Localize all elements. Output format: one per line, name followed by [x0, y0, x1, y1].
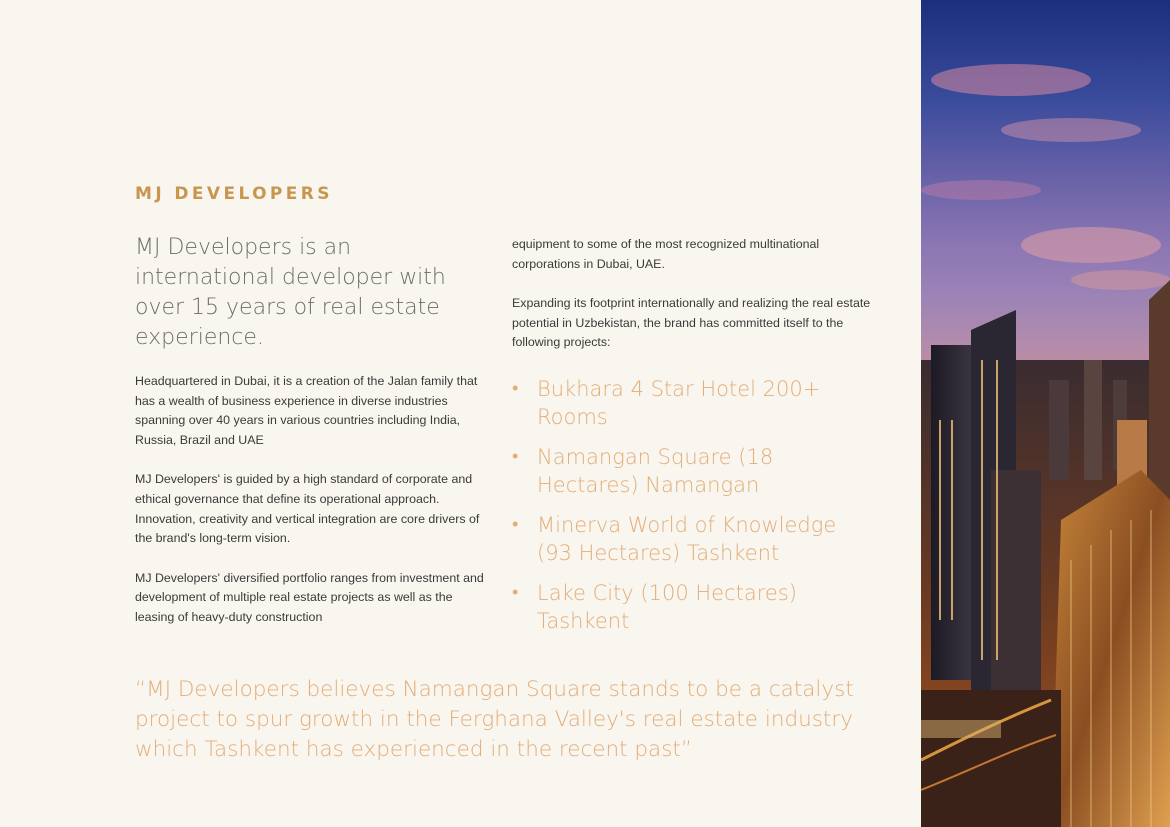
city-skyline-photo: [921, 0, 1170, 827]
list-item: [512, 375, 872, 431]
body-paragraph-leasing: equipment to some of the most recognized multinational corporations in Dubai, UAE.: [512, 237, 820, 271]
project-label: Lake City (100 Hectares) Tashkent: [537, 580, 797, 633]
body-paragraph-portfolio: MJ Developers' diversified portfolio ranges from investment and development of multiple real estate projects as well as the leasing of heavy-duty construction: [135, 570, 484, 624]
project-label: Namangan Square (18 Hectares) Namangan: [537, 444, 774, 497]
bullet-icon: •: [512, 513, 519, 535]
list-item: [512, 443, 872, 499]
left-column: [135, 372, 495, 648]
project-label: Bukhara 4 Star Hotel 200+ Rooms: [537, 376, 821, 429]
list-item: [512, 579, 872, 635]
project-list: [512, 375, 872, 635]
pull-quote: “MJ Developers believes Namangan Square stands to be a catalyst project to spur growth in the Ferghana Valley's real estate industry which Tashkent has experienced in the recent past”: [135, 677, 854, 762]
body-paragraph-governance: MJ Developers' is guided by a high standard of corporate and ethical governance that define its operational approach. Innovation, creativity and vertical integration are core drivers of the brand's long-term vision.: [135, 472, 480, 546]
bullet-icon: •: [512, 581, 519, 603]
list-item: [512, 511, 872, 567]
bullet-icon: •: [512, 445, 519, 467]
body-paragraph-uzbekistan: Expanding its footprint internationally and realizing the real estate potential in Uzbekistan, the brand has committed itself to the following projects:: [512, 296, 871, 350]
right-column: [512, 235, 872, 647]
section-title: MJ DEVELOPERS: [135, 184, 333, 204]
body-paragraph-headquarters: Headquartered in Dubai, it is a creation of the Jalan family that has a wealth of business experience in diverse industries spanning over 40 years in various countries including India, Russia, Brazil and UAE: [135, 374, 478, 447]
lead-statement: MJ Developers is an international developer with over 15 years of real estate experience.: [135, 235, 446, 350]
skyline-illustration: [921, 0, 1170, 827]
project-label: Minerva World of Knowledge (93 Hectares) Tashkent: [537, 512, 837, 565]
bullet-icon: •: [512, 377, 519, 399]
